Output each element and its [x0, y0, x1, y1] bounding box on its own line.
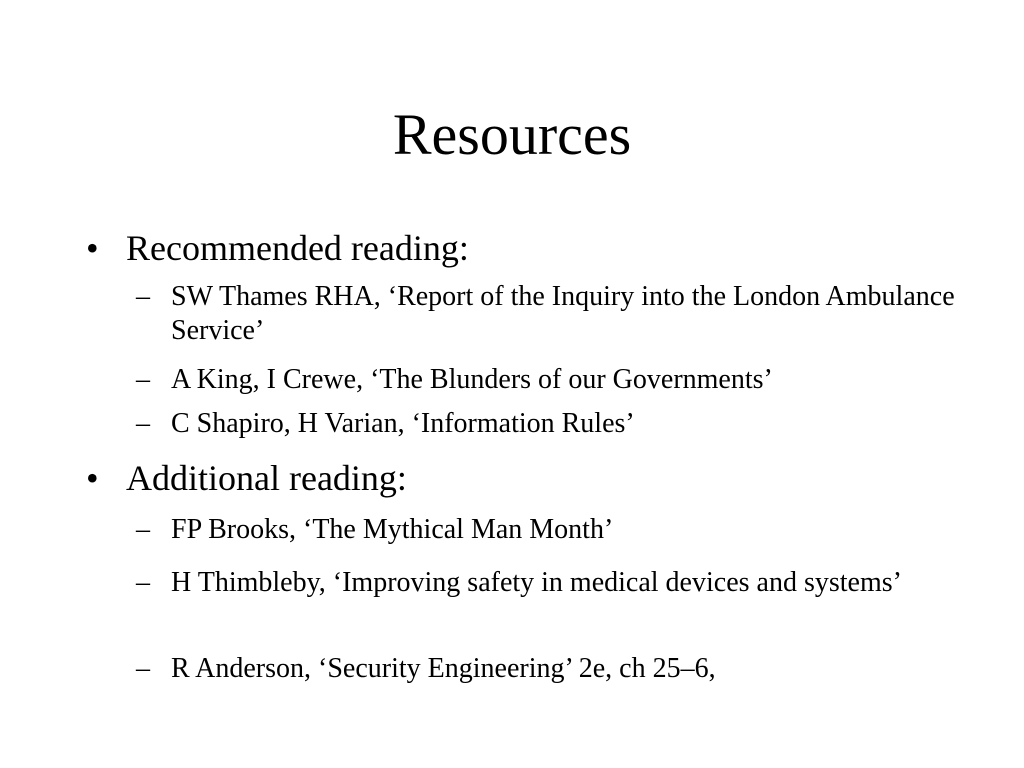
- dash-icon: –: [136, 567, 150, 598]
- dash-icon: –: [136, 514, 150, 545]
- bullet-additional-reading: [86, 458, 986, 498]
- list-item: [136, 562, 956, 604]
- dash-icon: –: [136, 653, 150, 684]
- list-item-text: C Shapiro, H Varian, ‘Information Rules’: [171, 408, 635, 439]
- list-item-text: H Thimbleby, ‘Improving safety in medical devices and systems’: [171, 567, 902, 598]
- list-item-text: A King, I Crewe, ‘The Blunders of our Governments’: [171, 364, 773, 395]
- bullet-heading: Recommended reading:: [126, 228, 469, 268]
- bullet-icon: •: [86, 458, 99, 498]
- list-item: [136, 652, 956, 686]
- bullet-icon: •: [86, 228, 99, 268]
- slide-title: Resources: [392, 102, 632, 167]
- bullet-heading: Additional reading:: [126, 458, 407, 498]
- list-item: [136, 407, 956, 441]
- list-item-text: R Anderson, ‘Security Engineering’ 2e, ch 25–6,: [171, 653, 716, 684]
- list-item: [136, 280, 956, 348]
- list-item-text: SW Thames RHA, ‘Report of the Inquiry into the London Ambulance Service’: [171, 281, 955, 346]
- dash-icon: –: [136, 364, 150, 395]
- list-item: [136, 363, 956, 397]
- dash-icon: –: [136, 408, 150, 439]
- list-item: [136, 513, 956, 547]
- bullet-recommended-reading: [86, 228, 986, 268]
- list-item-text: FP Brooks, ‘The Mythical Man Month’: [171, 514, 614, 545]
- dash-icon: –: [136, 281, 150, 312]
